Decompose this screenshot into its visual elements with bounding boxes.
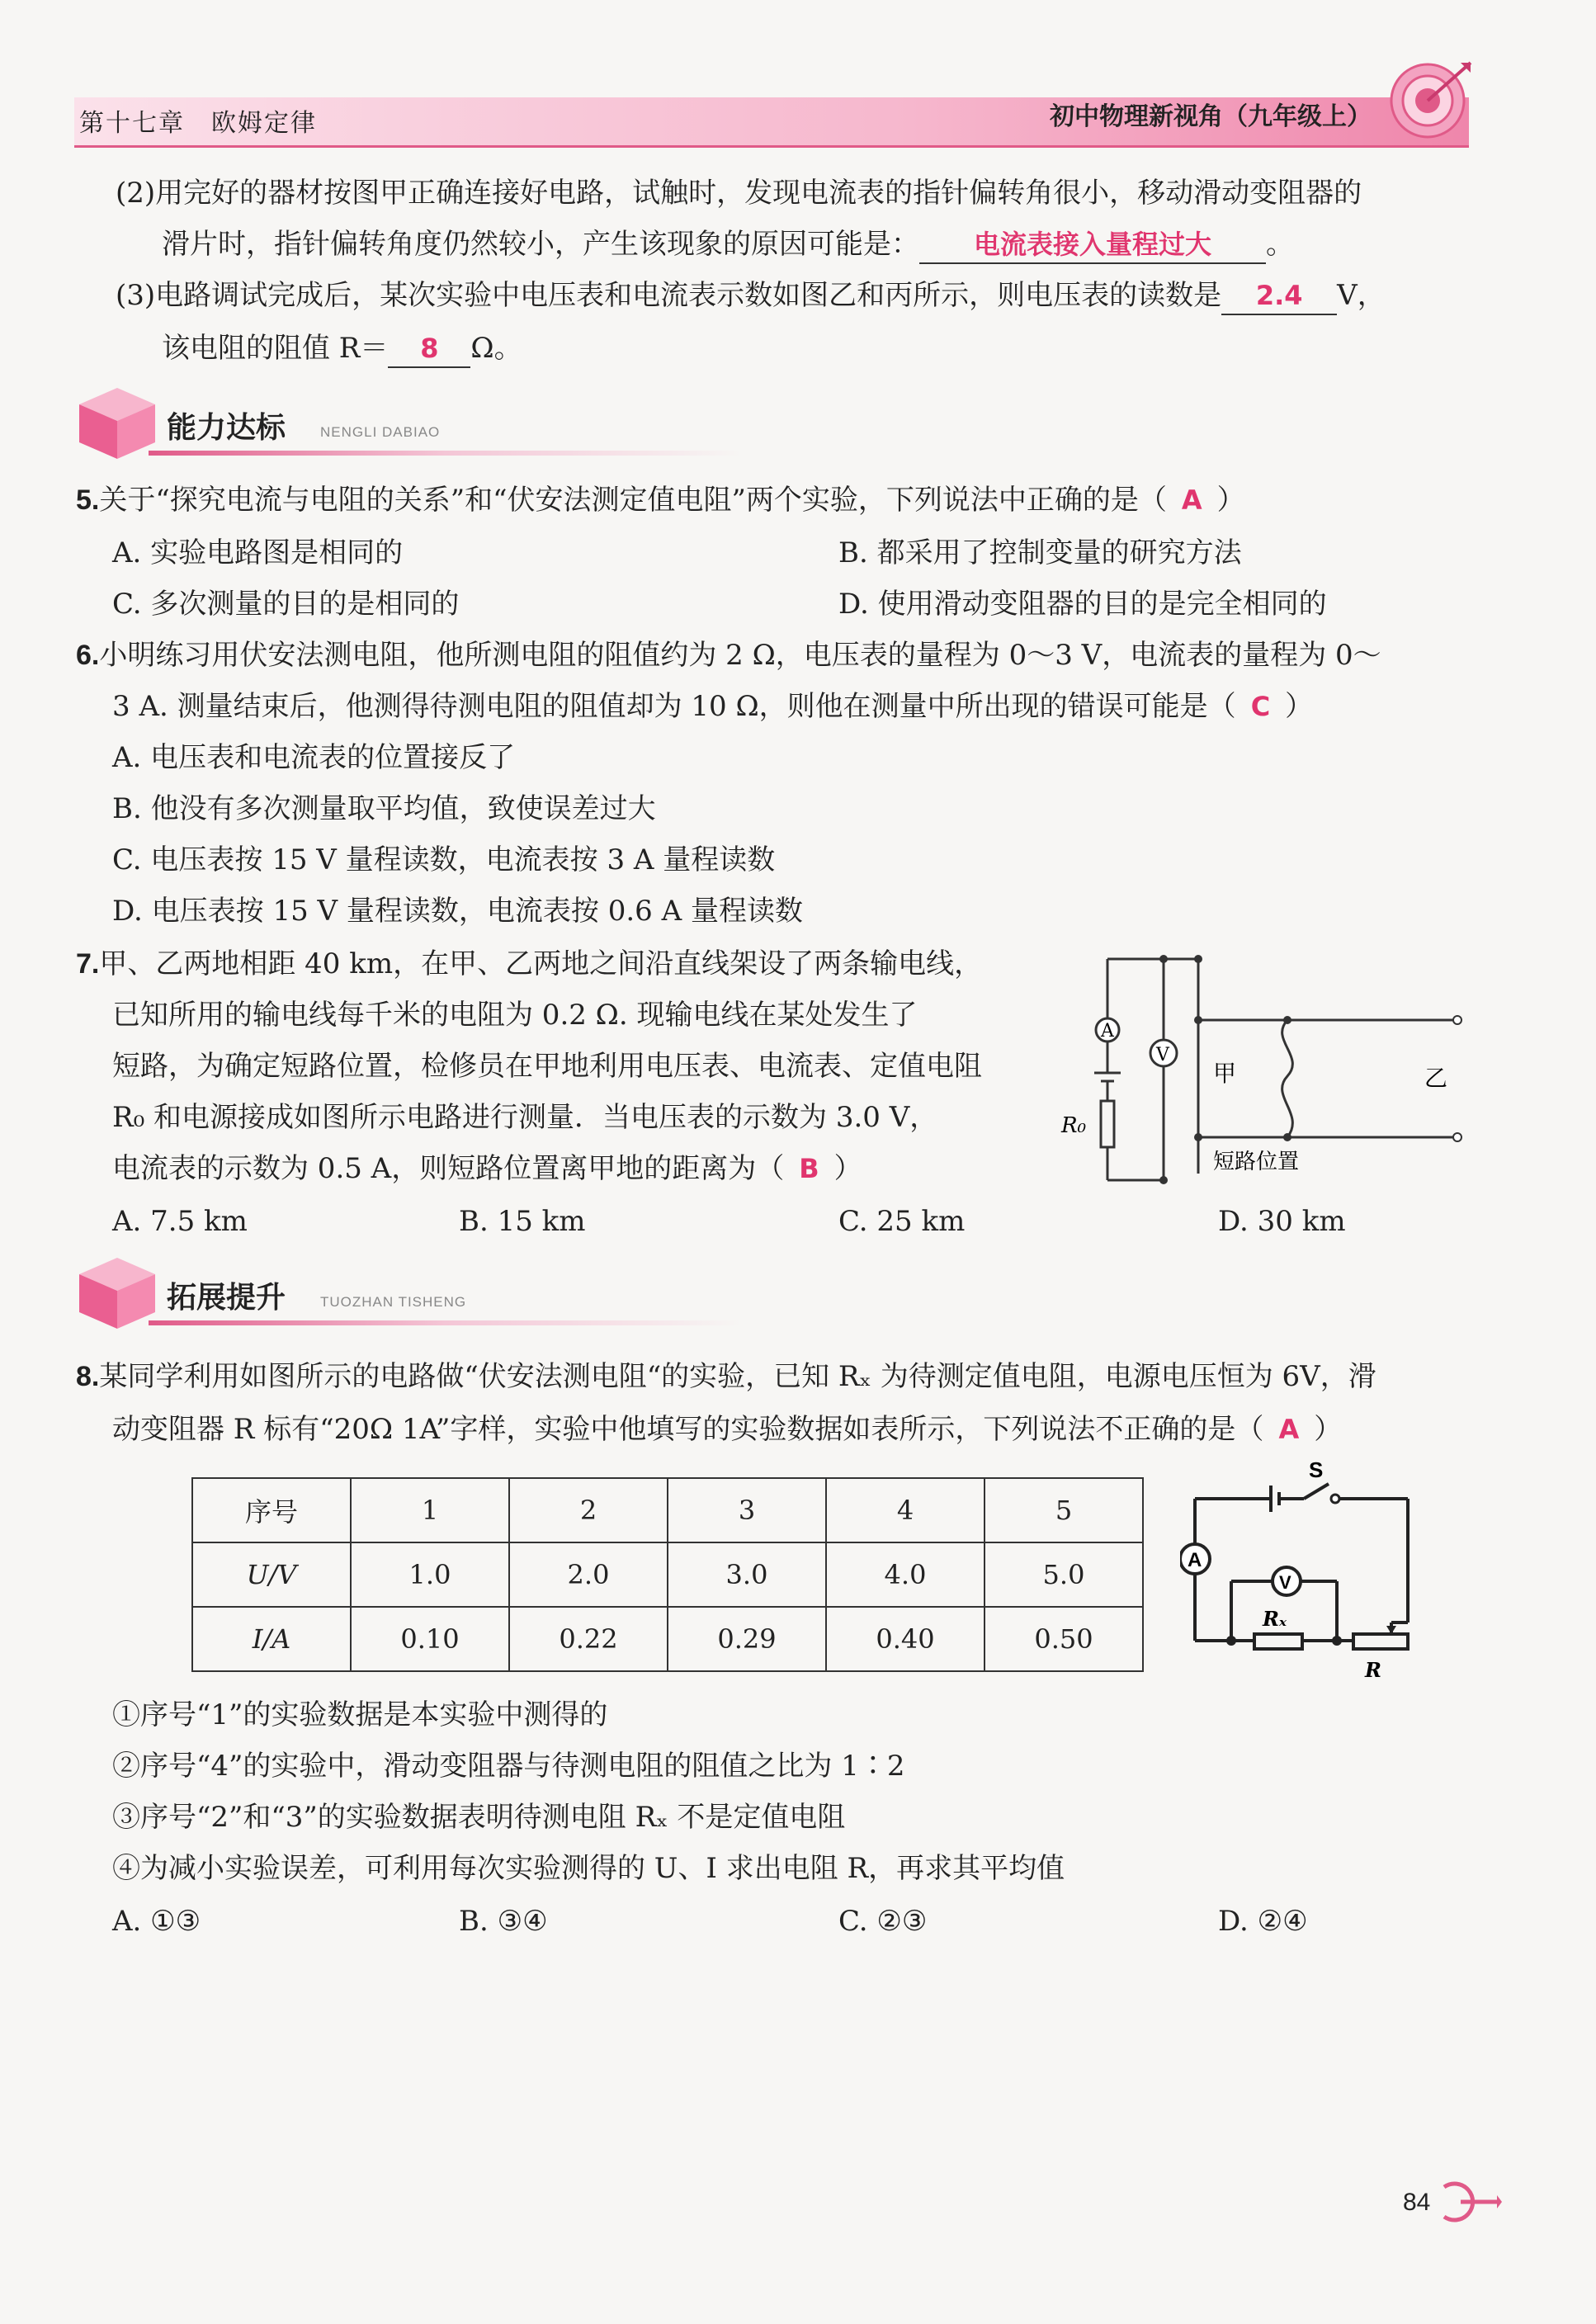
- q8-option-d: D. ②④: [1218, 1905, 1308, 1938]
- q5-close: ）: [1216, 484, 1245, 517]
- table-cell: 5: [985, 1478, 1143, 1542]
- q7-option-c: C. 25 km: [838, 1205, 966, 1238]
- q4-part3-unit2: Ω。: [470, 332, 522, 365]
- q7-option-d: D. 30 km: [1218, 1205, 1346, 1238]
- table-cell: 2.0: [509, 1542, 668, 1607]
- q8-fig-s: S: [1309, 1457, 1324, 1482]
- target-icon: [1370, 51, 1485, 150]
- q6-answer: C: [1250, 691, 1271, 722]
- q7-option-a: A. 7.5 km: [112, 1205, 248, 1238]
- q8-option-c: C. ②③: [838, 1905, 928, 1938]
- q8-fig-r: R: [1365, 1658, 1381, 1682]
- table-cell: 3: [668, 1478, 826, 1542]
- q8-line1: [76, 1358, 1376, 1395]
- q8-text2: 动变阻器 R 标有“20Ω 1A”字样，实验中他填写的实验数据如表所示，下列说法不正确的是（: [112, 1413, 1264, 1446]
- q6-line2: [112, 688, 1313, 725]
- q7-circuit-diagram: [1048, 949, 1477, 1197]
- table-cell: 0.22: [509, 1607, 668, 1671]
- table-cell: 4.0: [826, 1542, 985, 1607]
- q7-fig-yi: 乙: [1424, 1065, 1448, 1092]
- q4-part2-text: 滑片时，指针偏转角度仍然较小，产生该现象的原因可能是：: [162, 228, 919, 261]
- q8-text1: 某同学利用如图所示的电路做“伏安法测电阻“的实验，已知 Rₓ 为待测定值电阻，电源电压恒为 6V，滑: [99, 1360, 1376, 1393]
- q8-circuit-diagram: [1180, 1457, 1428, 1689]
- table-cell: 序号: [192, 1478, 351, 1542]
- q6-option-b: B. 他没有多次测量取平均值，致使误差过大: [112, 792, 656, 825]
- q5-option-d: D. 使用滑动变阻器的目的是完全相同的: [838, 588, 1327, 621]
- book-title: 初中物理新视角（九年级上）: [1050, 102, 1372, 131]
- q4-part3-answer2: 8: [388, 330, 470, 368]
- q7-line4: R₀ 和电源接成如图所示电路进行测量．当电压表的示数为 3.0 V，: [112, 1101, 938, 1134]
- q8-statement-2: ②序号“4”的实验中，滑动变阻器与待测电阻的阻值之比为 1∶2: [112, 1750, 905, 1783]
- table-cell: 0.50: [985, 1607, 1143, 1671]
- q8-data-table: [191, 1477, 1144, 1672]
- section2-subtitle: TUOZHAN TISHENG: [320, 1294, 467, 1310]
- q6-number: 6.: [76, 640, 100, 671]
- q8-close: ）: [1314, 1413, 1343, 1446]
- q6-option-d: D. 电压表按 15 V 量程读数，电流表按 0.6 A 量程读数: [112, 895, 803, 928]
- q4-part2-line2: [162, 226, 1294, 264]
- q4-part3-answer1: 2.4: [1221, 277, 1337, 315]
- section1-subtitle: NENGLI DABIAO: [320, 424, 441, 440]
- q8-fig-a: A: [1188, 1549, 1202, 1571]
- q6-line1: [76, 637, 1381, 673]
- q4-part3-unit1: V，: [1337, 279, 1386, 312]
- section1-title: 能力达标: [167, 411, 286, 445]
- table-cell: 5.0: [985, 1542, 1143, 1607]
- q7-line3: 短路，为确定短路位置，检修员在甲地利用电压表、电流表、定值电阻: [112, 1050, 982, 1083]
- q7-answer: B: [799, 1153, 819, 1184]
- q7-text1: 甲、乙两地相距 40 km，在甲、乙两地之间沿直线架设了两条输电线，: [99, 947, 983, 980]
- page-arrow-icon: [1436, 2179, 1502, 2225]
- q7-fig-a: A: [1101, 1021, 1114, 1042]
- q8-option-a: A. ①③: [112, 1905, 201, 1938]
- q8-number: 8.: [76, 1361, 100, 1392]
- q6-option-c: C. 电压表按 15 V 量程读数，电流表按 3 A 量程读数: [112, 843, 776, 876]
- q7-text5: 电流表的示数为 0.5 A，则短路位置离甲地的距离为（: [112, 1152, 785, 1185]
- q8-fig-rx: Rₓ: [1263, 1607, 1287, 1631]
- q6-close: ）: [1285, 690, 1314, 723]
- q8-line2: [112, 1411, 1342, 1448]
- table-cell: 2: [509, 1478, 668, 1542]
- q4-part3-text2: 该电阻的阻值 R＝: [162, 332, 389, 365]
- table-row: [192, 1607, 1143, 1671]
- q7-line2: 已知所用的输电线每千米的电阻为 0.2 Ω. 现输电线在某处发生了: [112, 999, 918, 1032]
- header-line: [74, 145, 1469, 148]
- page-number: 84: [1403, 2189, 1431, 2216]
- q4-part2-answer: 电流表接入量程过大: [919, 226, 1266, 264]
- section2-underline: [149, 1320, 743, 1325]
- q5-answer: A: [1181, 484, 1202, 516]
- q8-statement-3: ③序号“2”和“3”的实验数据表明待测电阻 Rₓ 不是定值电阻: [112, 1801, 846, 1834]
- q4-part3-line1: [116, 277, 1386, 315]
- q8-statement-4: ④为减小实验误差，可利用每次实验测得的 U、I 求出电阻 R，再求其平均值: [112, 1852, 1065, 1885]
- q7-fig-v: V: [1156, 1045, 1169, 1065]
- q7-option-b: B. 15 km: [459, 1205, 586, 1238]
- q5-text: 关于“探究电流与电阻的关系”和“伏安法测定值电阻”两个实验，下列说法中正确的是（: [99, 484, 1167, 517]
- q7-number: 7.: [76, 948, 100, 980]
- q5-option-a: A. 实验电路图是相同的: [112, 536, 404, 569]
- q6-text1: 小明练习用伏安法测电阻，他所测电阻的阻值约为 2 Ω，电压表的量程为 0～3 V，电流表的量程为 0～: [99, 639, 1381, 672]
- section-cube-icon: [76, 385, 158, 462]
- q7-line1: [76, 946, 982, 982]
- q8-option-b: B. ③④: [459, 1905, 548, 1938]
- q7-line5: [112, 1150, 862, 1187]
- table-cell: U/V: [192, 1542, 351, 1607]
- q4-part2-line1: (2)用完好的器材按图甲正确连接好电路，试触时，发现电流表的指针偏转角很小，移动滑动变阻器的: [116, 177, 1362, 210]
- table-cell: 0.40: [826, 1607, 985, 1671]
- table-cell: 4: [826, 1478, 985, 1542]
- table-cell: 0.10: [351, 1607, 509, 1671]
- q5-number: 5.: [76, 484, 100, 516]
- q8-statement-1: ①序号“1”的实验数据是本实验中测得的: [112, 1698, 608, 1731]
- table-cell: I/A: [192, 1607, 351, 1671]
- q6-option-a: A. 电压表和电流表的位置接反了: [112, 741, 516, 774]
- table-cell: 0.29: [668, 1607, 826, 1671]
- table-cell: 3.0: [668, 1542, 826, 1607]
- q4-part2-end: 。: [1266, 228, 1294, 261]
- table-row: [192, 1542, 1143, 1607]
- q5-stem: [76, 482, 1245, 518]
- section1-underline: [149, 451, 743, 456]
- q6-text2: 3 A. 测量结束后，他测得待测电阻的阻值却为 10 Ω，则他在测量中所出现的错误可能是（: [112, 690, 1236, 723]
- q7-fig-r0: R₀: [1061, 1113, 1086, 1138]
- q7-fig-short: 短路位置: [1213, 1150, 1300, 1174]
- q7-fig-jia: 甲: [1213, 1060, 1237, 1087]
- q7-close: ）: [833, 1152, 862, 1185]
- chapter-title: 第十七章 欧姆定律: [79, 109, 317, 138]
- q4-part3-text: (3)电路调试完成后，某次实验中电压表和电流表示数如图乙和丙所示，则电压表的读数是: [116, 279, 1222, 312]
- table-cell: 1: [351, 1478, 509, 1542]
- q8-answer: A: [1278, 1414, 1300, 1445]
- q5-option-c: C. 多次测量的目的是相同的: [112, 588, 460, 621]
- section2-title: 拓展提升: [167, 1281, 286, 1315]
- table-row: [192, 1478, 1143, 1542]
- section-cube-icon-2: [76, 1254, 158, 1332]
- q8-fig-v: V: [1279, 1572, 1291, 1593]
- table-cell: 1.0: [351, 1542, 509, 1607]
- q4-part3-line2: [162, 330, 522, 368]
- q5-option-b: B. 都采用了控制变量的研究方法: [838, 536, 1242, 569]
